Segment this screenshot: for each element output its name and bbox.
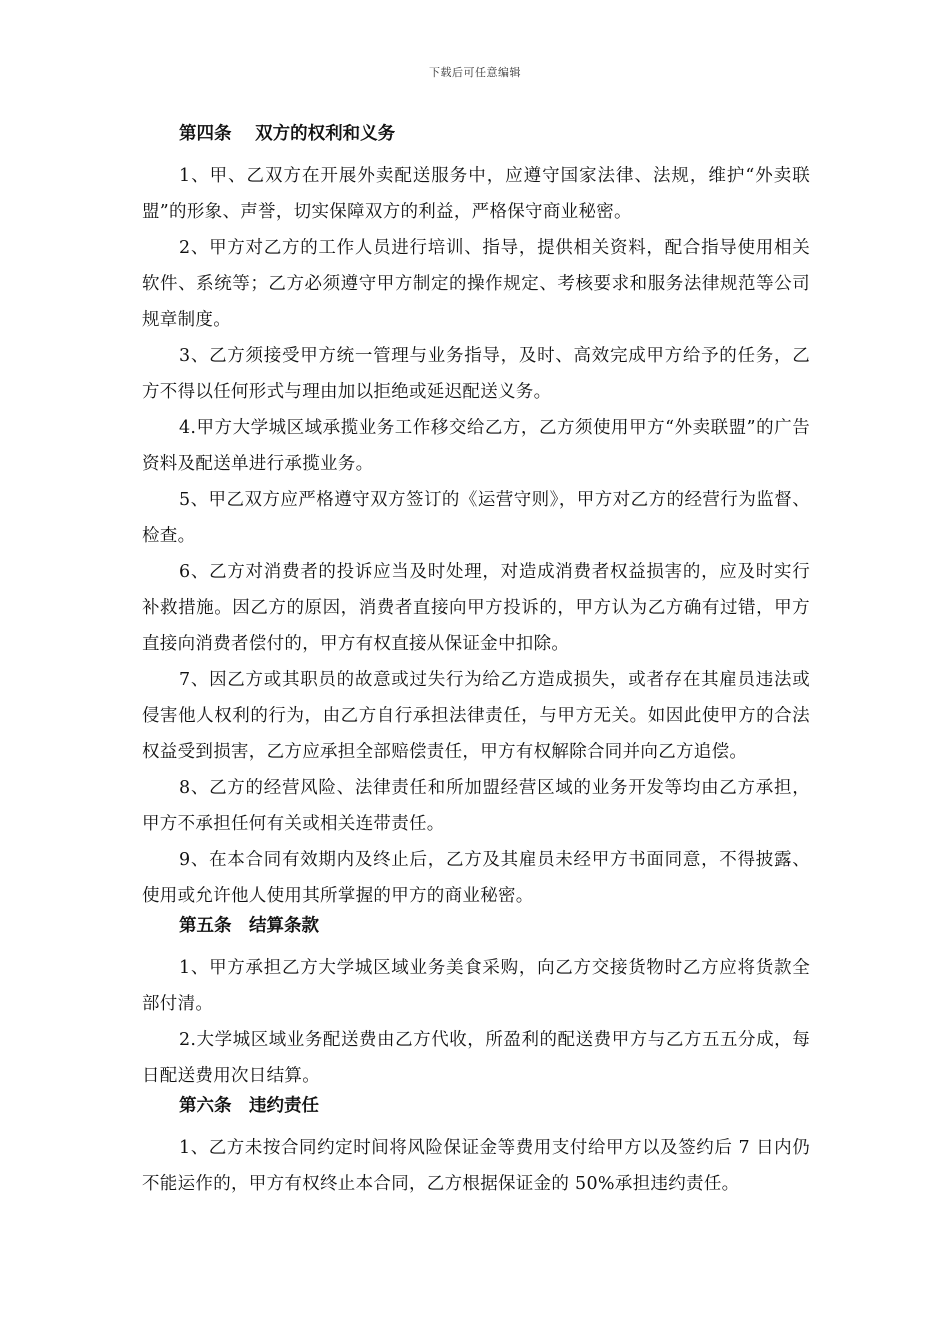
paragraph: 6、乙方对消费者的投诉应当及时处理，对造成消费者权益损害的，应及时实行补救措施。因乙方的原因，消费者直接向甲方投诉的，甲方认为乙方确有过错，甲方直接向消费者偿付的，甲方有权直接从保证金中扣除。 <box>142 562 810 654</box>
section-heading-5: 第五条 结算条款 <box>179 916 319 936</box>
paragraph: 2.大学城区域业务配送费由乙方代收，所盈利的配送费甲方与乙方五五分成，每日配送费用次日结算。 <box>142 1030 810 1086</box>
section-heading-4: 第四条 双方的权利和义务 <box>179 124 396 144</box>
page-header: 下载后可任意编辑 <box>429 66 521 79</box>
section-heading-6: 第六条 违约责任 <box>179 1096 319 1116</box>
paragraph: 5、甲乙双方应严格遵守双方签订的《运营守则》，甲方对乙方的经营行为监督、检查。 <box>142 490 810 546</box>
paragraph: 7、因乙方或其职员的故意或过失行为给乙方造成损失，或者存在其雇员违法或侵害他人权利的行为，由乙方自行承担法律责任，与甲方无关。如因此使甲方的合法权益受到损害，乙方应承担全部赔偿责任，甲方有权解除合同并向乙方追偿。 <box>142 670 810 762</box>
paragraph: 4.甲方大学城区域承揽业务工作移交给乙方，乙方须使用甲方“外卖联盟”的广告资料及配送单进行承揽业务。 <box>142 418 810 474</box>
paragraph: 8、乙方的经营风险、法律责任和所加盟经营区域的业务开发等均由乙方承担，甲方不承担任何有关或相关连带责任。 <box>142 778 810 834</box>
paragraph: 1、甲、乙双方在开展外卖配送服务中，应遵守国家法律、法规，维护“外卖联盟”的形象、声誉，切实保障双方的利益，严格保守商业秘密。 <box>142 166 810 222</box>
paragraph: 9、在本合同有效期内及终止后，乙方及其雇员未经甲方书面同意，不得披露、使用或允许他人使用其所掌握的甲方的商业秘密。 <box>142 850 810 906</box>
paragraph: 1、甲方承担乙方大学城区域业务美食采购，向乙方交接货物时乙方应将货款全部付清。 <box>142 958 810 1014</box>
document-body <box>142 122 810 1202</box>
paragraph: 2、甲方对乙方的工作人员进行培训、指导，提供相关资料，配合指导使用相关软件、系统等；乙方必须遵守甲方制定的操作规定、考核要求和服务法律规范等公司规章制度。 <box>142 238 810 330</box>
paragraph: 3、乙方须接受甲方统一管理与业务指导，及时、高效完成甲方给予的任务，乙方不得以任何形式与理由加以拒绝或延迟配送义务。 <box>142 346 810 402</box>
paragraph: 1、乙方未按合同约定时间将风险保证金等费用支付给甲方以及签约后 7 日内仍不能运作的，甲方有权终止本合同，乙方根据保证金的 50%承担违约责任。 <box>142 1138 810 1194</box>
